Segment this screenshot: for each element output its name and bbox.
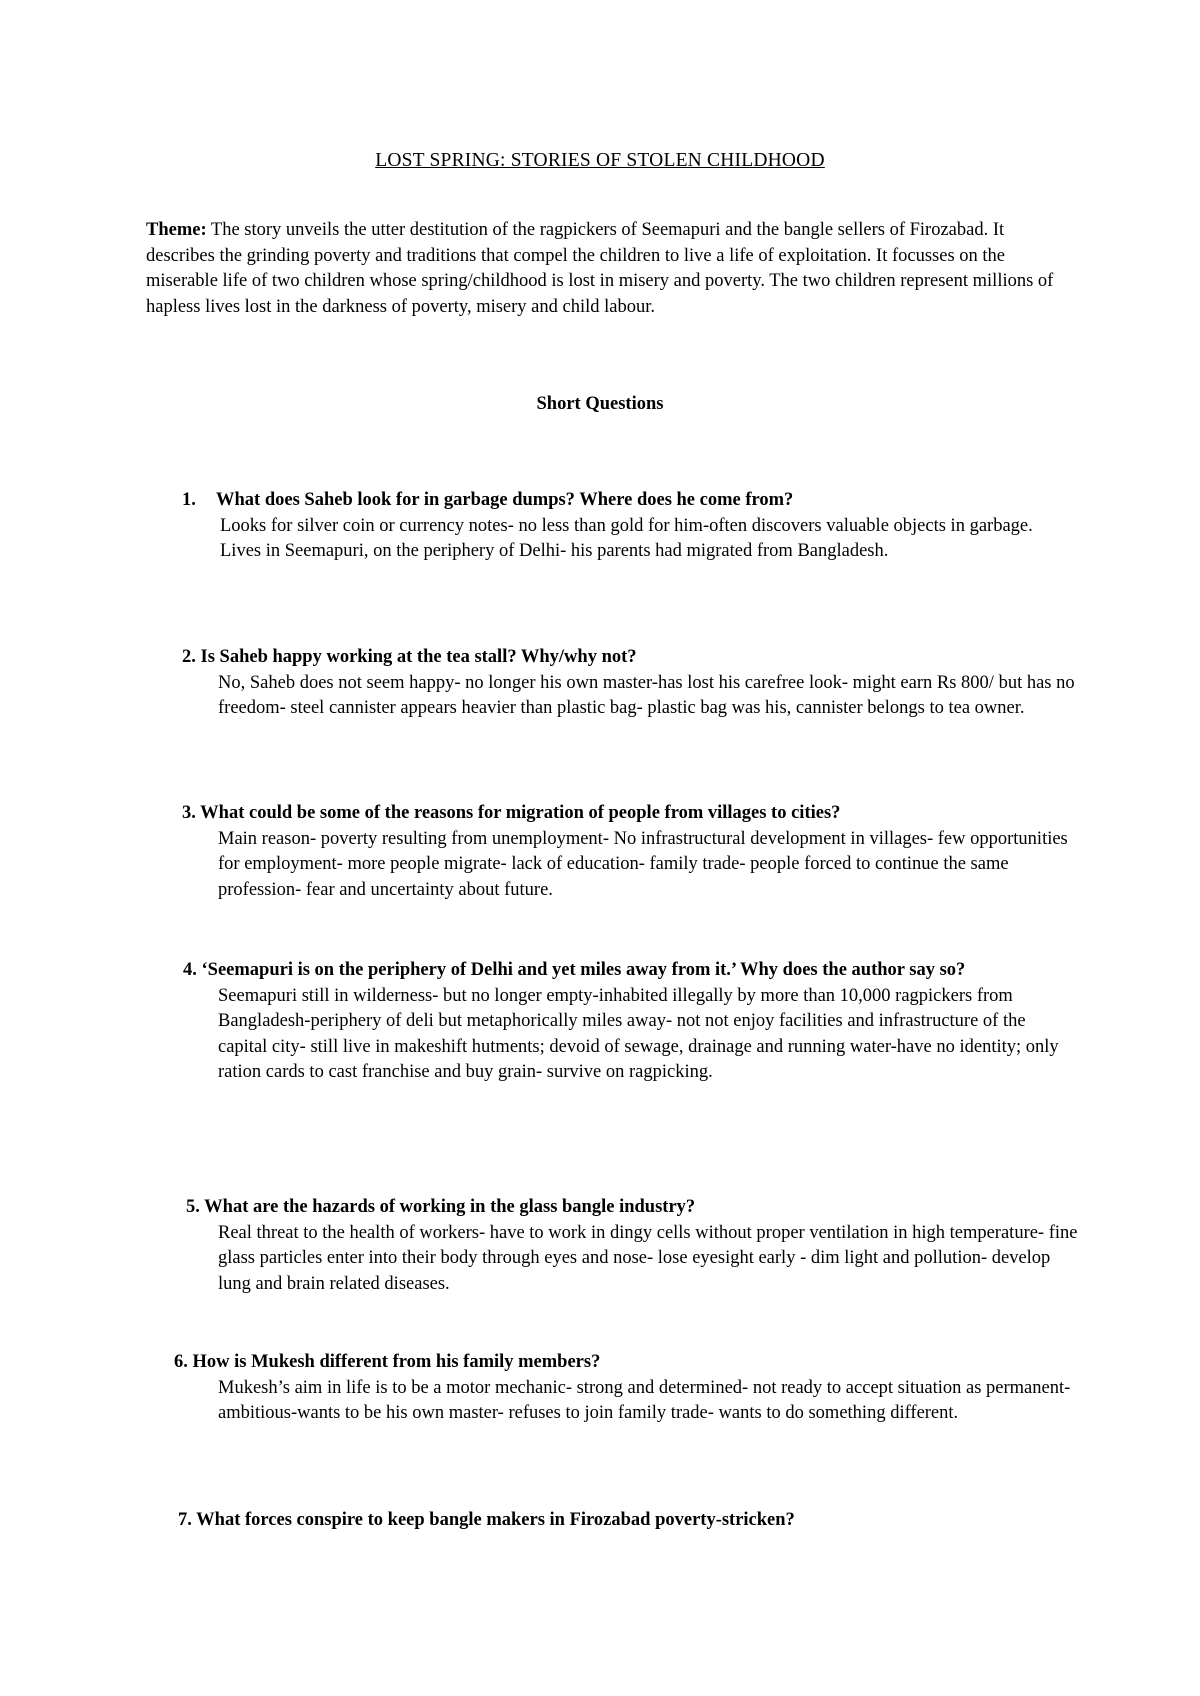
theme-label: Theme:	[146, 220, 207, 240]
question-text	[0, 645, 1200, 671]
question-text	[0, 1508, 1200, 1534]
question-number: 2.	[182, 647, 196, 667]
question-text	[0, 1350, 1200, 1376]
question-number: 6.	[174, 1352, 188, 1372]
answer-text: Looks for silver coin or currency notes- no less than gold for him-often discovers valuable objects in garbage.	[220, 515, 1033, 536]
question-number: 1.	[182, 490, 196, 510]
theme-paragraph	[146, 218, 1056, 320]
question-block-5	[0, 1195, 1200, 1297]
answer-text: No, Saheb does not seem happy- no longer his own master-has lost his carefree look- might earn Rs 800/ but has no freedom- steel cannister appears heavier than plastic bag- plastic bag was his, cannister belongs to tea owner.	[218, 672, 1075, 718]
question-number: 7.	[178, 1510, 192, 1530]
question-block-3	[0, 801, 1200, 903]
answer-text: Mukesh’s aim in life is to be a motor mechanic- strong and determined- not ready to accept situation as permanent-ambitious-wants to be his own master- refuses to join family trade- wants to do something different.	[218, 1377, 1071, 1423]
question-block-1	[0, 488, 1200, 565]
question-label: What does Saheb look for in garbage dumps? Where does he come from?	[216, 490, 794, 510]
question-label: ‘Seemapuri is on the periphery of Delhi and yet miles away from it.’ Why does the author say so?	[201, 960, 966, 980]
question-block-2	[0, 645, 1200, 722]
answer-text: Real threat to the health of workers- have to work in dingy cells without proper ventilation in high temperature- fine glass particles enter into their body through eyes and nose- lose eyesight early - dim light and pollution- develop lung and brain related diseases.	[218, 1222, 1078, 1294]
question-text	[0, 801, 1200, 827]
theme-text: The story unveils the utter destitution of the ragpickers of Seemapuri and the bangle sellers of Firozabad. It describes the grinding poverty and traditions that compel the children to live a life of exploitation. It focusses on the miserable life of two children whose spring/childhood is lost in misery and poverty. The two children represent millions of hapless lives lost in the darkness of poverty, misery and child labour.	[146, 220, 1054, 317]
question-block-7	[0, 1508, 1200, 1534]
answer-text: Main reason- poverty resulting from unemployment- No infrastructural development in villages- few opportunities for employment- more people migrate- lack of education- family trade- people forced to continue the same profession- fear and uncertainty about future.	[218, 828, 1068, 900]
question-block-6	[0, 1350, 1200, 1427]
question-block-4	[0, 958, 1200, 1086]
answer-text-2: Lives in Seemapuri, on the periphery of Delhi- his parents had migrated from Bangladesh.	[220, 541, 889, 561]
document-title: LOST SPRING: STORIES OF STOLEN CHILDHOOD	[375, 150, 825, 171]
question-label: What are the hazards of working in the glass bangle industry?	[204, 1197, 696, 1217]
section-heading: Short Questions	[536, 394, 664, 414]
question-text	[0, 1195, 1200, 1221]
question-label: How is Mukesh different from his family members?	[192, 1352, 601, 1372]
question-label: What forces conspire to keep bangle makers in Firozabad poverty-stricken?	[196, 1510, 795, 1530]
question-text	[175, 958, 1075, 984]
question-label: What could be some of the reasons for migration of people from villages to cities?	[200, 803, 841, 823]
question-number: 3.	[182, 803, 196, 823]
answer-text: Seemapuri still in wilderness- but no longer empty-inhabited illegally by more than 10,000 ragpickers from Bangladesh-periphery of deli but metaphorically miles away- not not enjoy facilities and infrastructure of the capital city- still live in makeshift hutments; devoid of sewage, drainage and running water-have no identity; only ration cards to cast franchise and buy grain- survive on ragpicking.	[218, 985, 1059, 1082]
question-number: 5.	[186, 1197, 200, 1217]
question-number: 4.	[183, 960, 197, 980]
question-text	[0, 488, 1200, 514]
question-label: Is Saheb happy working at the tea stall? Why/why not?	[200, 647, 637, 667]
